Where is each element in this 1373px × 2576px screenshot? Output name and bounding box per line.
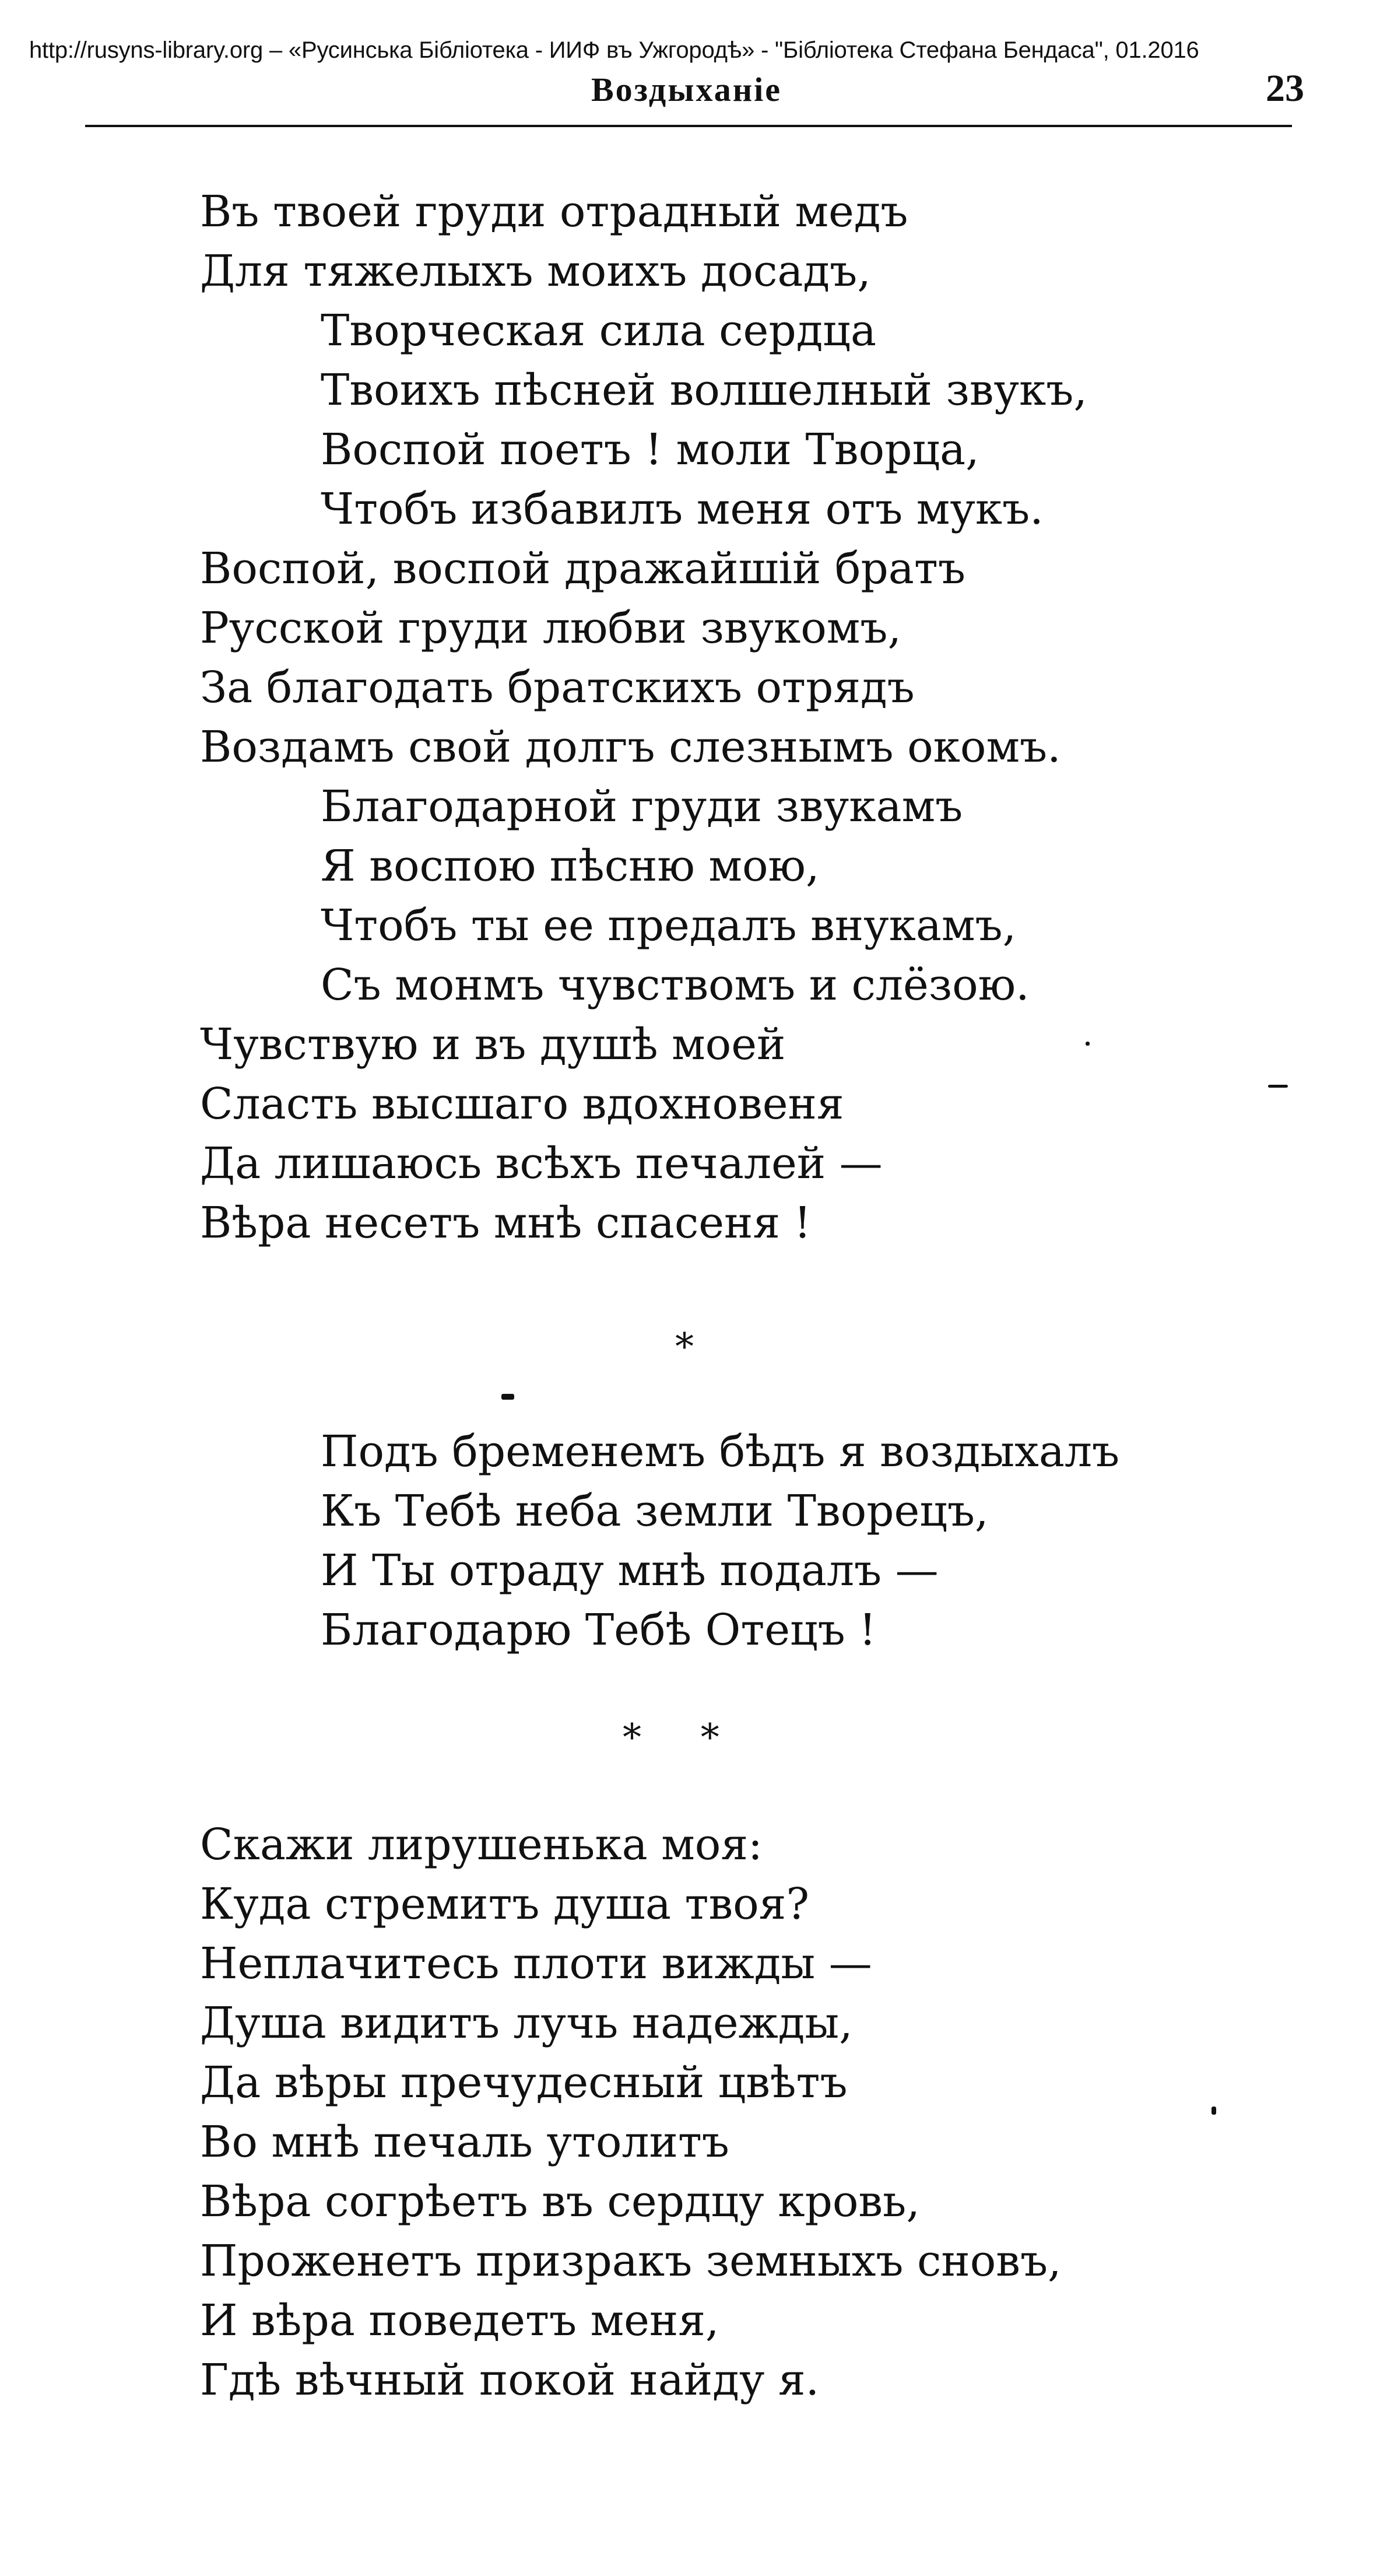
poem-line: За благодать братскихъ отрядъ xyxy=(200,663,915,713)
poem-line: Сласть высшаго вдохновеня xyxy=(200,1079,844,1129)
poem-line: Подъ бременемъ бѣдъ я воздыхалъ xyxy=(321,1427,1120,1477)
poem-line: Русской груди любви звукомъ, xyxy=(200,603,901,653)
poem-line: Въ твоей груди отрадный медъ xyxy=(200,187,908,237)
poem-line: Творческая сила сердца xyxy=(321,306,876,356)
poem-line: Душа видитъ лучь надежды, xyxy=(200,1998,853,2048)
source-line: http://rusyns-library.org – «Русинська Бібліотека - ИИФ въ Ужгородѣ» - "Бібліотека Стефана Бендаса", 01.2016 xyxy=(29,37,1199,63)
scan-speck xyxy=(1086,1042,1090,1046)
poem-line: Да лишаюсь всѣхъ печалей — xyxy=(200,1138,883,1189)
poem-line: Чтобъ избавилъ меня отъ мукъ. xyxy=(321,484,1044,534)
poem-line: Воспой поетъ ! моли Творца, xyxy=(321,425,979,475)
poem-line: Гдѣ вѣчный покой найду я. xyxy=(200,2355,820,2405)
poem-line: Да вѣры пречудесный цвѣтъ xyxy=(200,2058,848,2108)
poem-line: Воспой, воспой дражайшій братъ xyxy=(200,544,965,594)
poem-line: И Ты отраду мнѣ подалъ — xyxy=(321,1545,939,1596)
poem-line: Благодарю Тебѣ Отецъ ! xyxy=(321,1605,877,1655)
page-title: Воздыханіе xyxy=(591,71,782,108)
section-separator: * * xyxy=(623,1716,719,1760)
scan-speck xyxy=(501,1394,514,1400)
poem-line: Скажи лирушенька моя: xyxy=(200,1820,763,1870)
running-head xyxy=(0,69,1373,115)
scan-speck xyxy=(1212,2107,1216,2115)
poem-line: Чувствую и въ душѣ моей xyxy=(200,1019,786,1070)
poem-line: Для тяжелыхъ моихъ досадъ, xyxy=(200,246,871,296)
poem-line: И вѣра поведетъ меня, xyxy=(200,2295,719,2346)
poem-line: Куда стремитъ душа твоя? xyxy=(200,1879,810,1929)
poem-line: Твоихъ пѣсней волшелный звукъ, xyxy=(321,365,1087,415)
scan-speck xyxy=(1268,1085,1288,1088)
poem-line: Неплачитесь плоти вижды — xyxy=(200,1939,872,1989)
poem-line: Съ монмъ чувствомъ и слёзою. xyxy=(321,960,1030,1010)
poem-line: Воздамъ свой долгъ слезнымъ окомъ. xyxy=(200,722,1061,772)
poem-line: Вѣра несетъ мнѣ спасеня ! xyxy=(200,1198,812,1248)
page-number: 23 xyxy=(1266,67,1304,110)
poem-line: Къ Тебѣ неба земли Творецъ, xyxy=(321,1486,989,1536)
section-separator: * xyxy=(675,1326,694,1369)
poem-line: Чтобъ ты ее предалъ внукамъ, xyxy=(321,900,1017,951)
poem-line: Я воспою пѣсню мою, xyxy=(321,841,820,891)
poem-line: Во мнѣ печаль утолитъ xyxy=(200,2117,729,2167)
poem-line: Вѣра согрѣетъ въ сердцу кровь, xyxy=(200,2177,920,2227)
poem-line: Благодарной груди звукамъ xyxy=(321,781,963,832)
header-rule xyxy=(85,125,1292,127)
poem-line: Проженетъ призракъ земныхъ сновъ, xyxy=(200,2236,1062,2286)
